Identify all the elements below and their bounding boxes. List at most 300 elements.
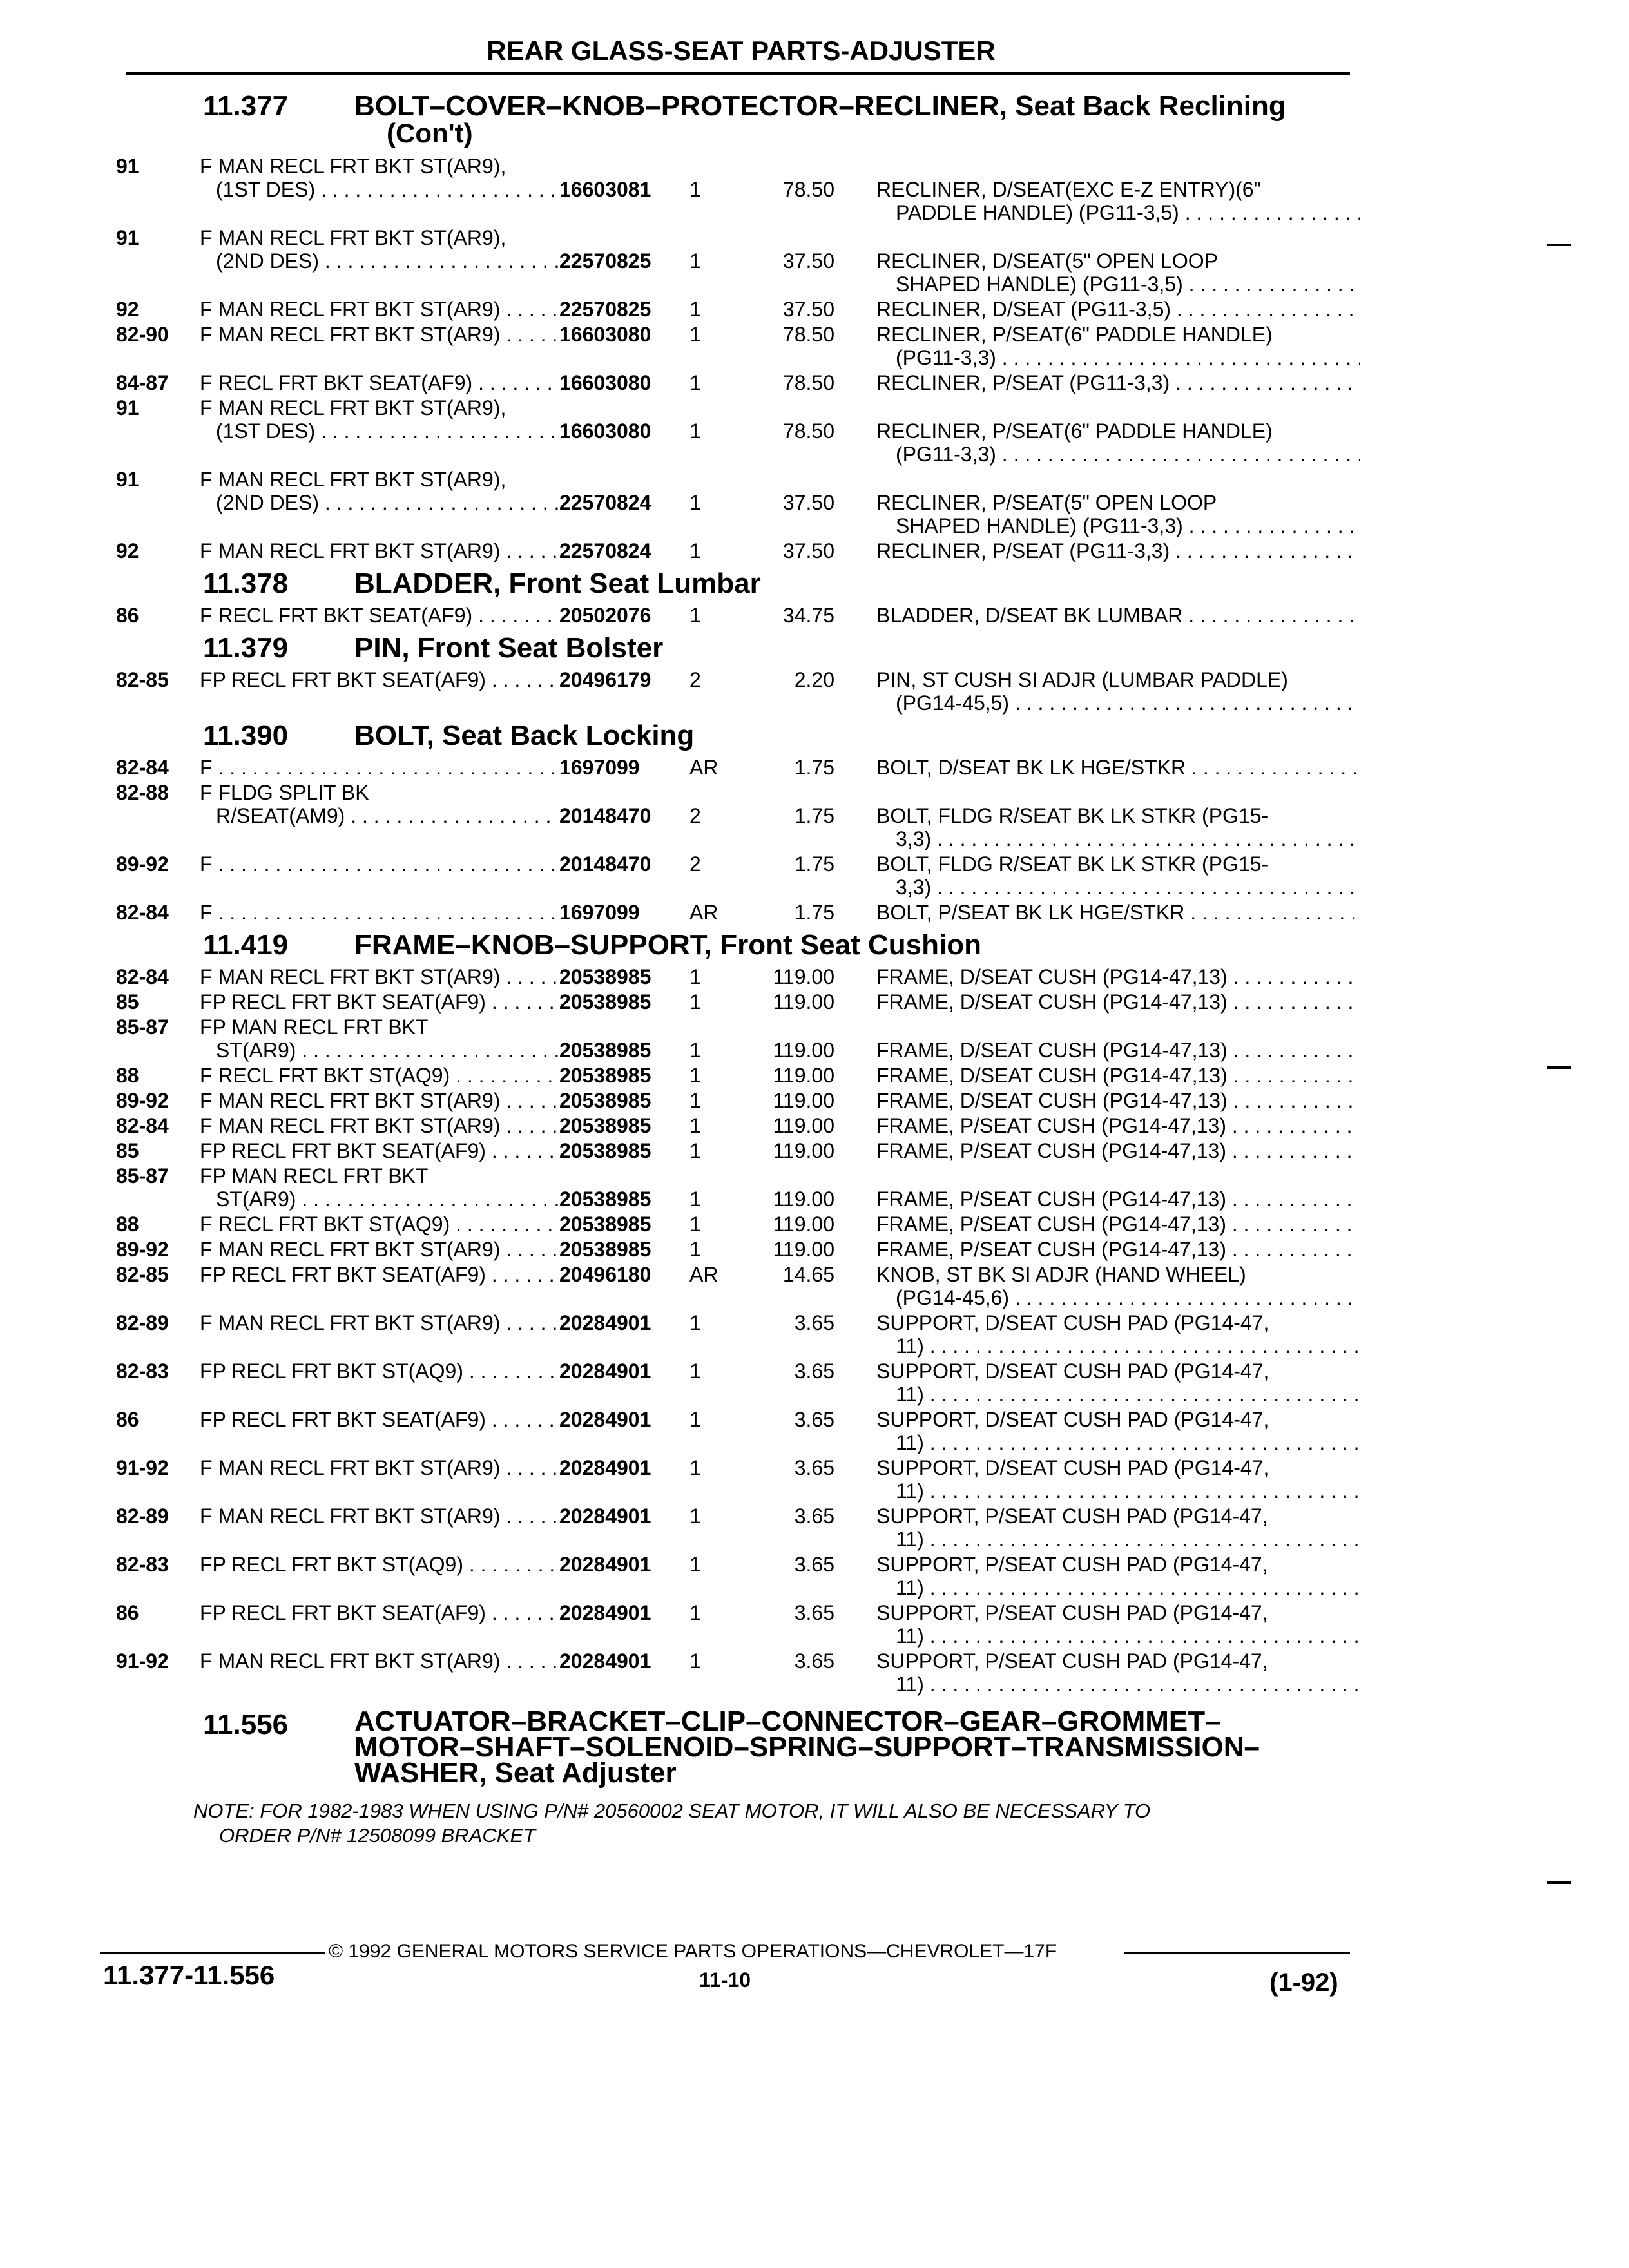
- part-name-text-wrap: [896, 346, 1360, 369]
- header-rule: [126, 72, 1350, 75]
- part-name-text-wrap: [876, 1039, 1360, 1062]
- part-number: 20284901: [559, 1504, 675, 1528]
- part-name-text-wrap: [896, 443, 1360, 466]
- model-years: 85: [116, 990, 139, 1014]
- part-name-line: [876, 1039, 1360, 1062]
- quantity: 1: [689, 1064, 701, 1087]
- part-number: 16603080: [559, 419, 675, 443]
- part-name: [876, 1064, 1360, 1087]
- quantity: 1: [689, 1311, 701, 1334]
- table-row: [116, 756, 1360, 780]
- quantity: 1: [689, 1553, 701, 1576]
- part-name-line: [876, 273, 1360, 296]
- quantity: AR: [689, 756, 718, 779]
- quantity: 1: [689, 1601, 701, 1624]
- part-name-text-wrap: [876, 756, 1360, 779]
- part-name-text-wrap: [896, 691, 1360, 715]
- model-years: 92: [116, 298, 139, 321]
- description-text: F MAN RECL FRT BKT ST(AR9),: [200, 226, 506, 249]
- part-name-line: [876, 1649, 1360, 1673]
- table-row: [116, 1263, 1360, 1311]
- section-header: [116, 90, 1360, 155]
- footer-page-number: 11-10: [699, 1968, 751, 1992]
- quantity: 2: [689, 804, 701, 827]
- description-line: [200, 155, 667, 178]
- model-years: 82-83: [116, 1360, 169, 1383]
- table-row: [116, 1238, 1360, 1262]
- part-name-text-wrap: [876, 901, 1360, 924]
- quantity: 1: [689, 491, 701, 514]
- part-name-line: [876, 178, 1360, 201]
- section-title: PIN, Front Seat Bolster: [354, 632, 664, 664]
- section-number: 11.377: [203, 90, 289, 122]
- part-name-line: [876, 298, 1360, 321]
- model-years: 82-84: [116, 1114, 169, 1137]
- part-name-text: FRAME, D/SEAT CUSH (PG14-47,13): [876, 990, 1228, 1014]
- part-name: [876, 804, 1360, 850]
- part-name-text: SUPPORT, P/SEAT CUSH PAD (PG14-47,: [876, 1649, 1268, 1673]
- part-name-text: SUPPORT, D/SEAT CUSH PAD (PG14-47,: [876, 1360, 1269, 1383]
- part-number: 20538985: [559, 1187, 675, 1211]
- part-name-line: [876, 604, 1360, 627]
- part-name-line: [876, 1673, 1360, 1696]
- part-name-text: 3,3): [896, 827, 932, 850]
- table-row: [116, 1164, 1360, 1212]
- part-number: 16603081: [559, 178, 675, 201]
- quantity: 1: [689, 1213, 701, 1236]
- part-number: 16603080: [559, 323, 675, 346]
- part-name-line: [876, 323, 1360, 346]
- table-row: [116, 1311, 1360, 1359]
- description-text: F MAN RECL FRT BKT ST(AR9): [200, 539, 501, 562]
- part-name-text: SUPPORT, P/SEAT CUSH PAD (PG14-47,: [876, 1601, 1268, 1624]
- description-text: FP RECL FRT BKT ST(AQ9): [200, 1553, 463, 1576]
- part-name: [876, 1311, 1360, 1358]
- part-name-line: [876, 1456, 1360, 1479]
- description-text: F MAN RECL FRT BKT ST(AR9): [200, 298, 501, 321]
- table-row: [116, 990, 1360, 1015]
- description-line: [200, 468, 667, 491]
- quantity: 1: [689, 1649, 701, 1673]
- table-row: [116, 1553, 1360, 1600]
- description-text: FP RECL FRT BKT SEAT(AF9): [200, 1408, 486, 1431]
- price: 3.65: [794, 1408, 834, 1431]
- part-name: [876, 1139, 1360, 1162]
- table-row: [116, 1504, 1360, 1552]
- part-name-text: FRAME, P/SEAT CUSH (PG14-47,13): [876, 1187, 1226, 1211]
- price: 3.65: [794, 1456, 834, 1479]
- description-text: F FLDG SPLIT BK: [200, 781, 369, 804]
- part-name-text: SUPPORT, D/SEAT CUSH PAD (PG14-47,: [876, 1408, 1269, 1431]
- table-row: [116, 1114, 1360, 1139]
- part-name-text: (PG11-3,3): [896, 346, 996, 369]
- part-number: 20538985: [559, 1114, 675, 1137]
- part-name-line: [876, 1286, 1360, 1309]
- quantity: 1: [689, 1360, 701, 1383]
- table-row: [116, 226, 1360, 297]
- table-row: [116, 1064, 1360, 1088]
- model-years: 88: [116, 1213, 139, 1236]
- part-name-text-wrap: [876, 1064, 1360, 1087]
- part-name-text: SUPPORT, D/SEAT CUSH PAD (PG14-47,: [876, 1311, 1269, 1334]
- table-row: [116, 965, 1360, 990]
- part-name-line: [876, 201, 1360, 224]
- description-text: F MAN RECL FRT BKT ST(AR9): [200, 965, 501, 988]
- part-name-line: [876, 1479, 1360, 1503]
- part-name-text: 11): [896, 1624, 924, 1648]
- description-text: FP RECL FRT BKT SEAT(AF9): [200, 1139, 486, 1162]
- part-number: 20538985: [559, 1039, 675, 1062]
- table-row: [116, 1456, 1360, 1504]
- price: 119.00: [773, 965, 834, 988]
- part-name-text-wrap: [896, 1673, 1360, 1696]
- part-name-line: [876, 1187, 1360, 1211]
- description-text: F MAN RECL FRT BKT ST(AR9): [200, 1114, 501, 1137]
- part-name-line: [876, 514, 1360, 537]
- part-name-text: 11): [896, 1673, 924, 1696]
- part-name-line: [876, 1114, 1360, 1137]
- quantity: 1: [689, 1504, 701, 1528]
- part-name-text: BLADDER, D/SEAT BK LUMBAR: [876, 604, 1183, 627]
- model-years: 91: [116, 226, 139, 249]
- quantity: 1: [689, 1238, 701, 1261]
- part-name-text-wrap: [876, 539, 1360, 562]
- price: 3.65: [794, 1311, 834, 1334]
- table-row: [116, 604, 1360, 628]
- price: 37.50: [782, 298, 834, 321]
- part-name-line: [876, 1263, 1360, 1286]
- table-row: [116, 396, 1360, 467]
- quantity: AR: [689, 901, 718, 924]
- description-text: FP RECL FRT BKT ST(AQ9): [200, 1360, 463, 1383]
- table-row: [116, 1649, 1360, 1697]
- table-row: [116, 1360, 1360, 1407]
- part-name-line: [876, 965, 1360, 988]
- model-years: 89-92: [116, 852, 169, 876]
- part-name-text: SUPPORT, P/SEAT CUSH PAD (PG14-47,: [876, 1504, 1268, 1528]
- part-name-text-wrap: [876, 965, 1360, 988]
- part-number: 20538985: [559, 990, 675, 1014]
- part-name-line: [876, 539, 1360, 562]
- part-name-line: [876, 371, 1360, 394]
- description-text: F RECL FRT BKT SEAT(AF9): [200, 371, 473, 394]
- model-years: 82-83: [116, 1553, 169, 1576]
- model-years: 82-84: [116, 756, 169, 779]
- part-name: [876, 1456, 1360, 1503]
- quantity: 1: [689, 1408, 701, 1431]
- part-number: 20284901: [559, 1456, 675, 1479]
- description-text: (1ST DES): [216, 178, 316, 201]
- part-number: 20284901: [559, 1311, 675, 1334]
- price: 119.00: [773, 1187, 834, 1211]
- part-number: 20538985: [559, 1064, 675, 1087]
- table-row: [116, 1139, 1360, 1164]
- quantity: 1: [689, 1187, 701, 1211]
- part-name-text: FRAME, P/SEAT CUSH (PG14-47,13): [876, 1213, 1226, 1236]
- part-name-line: [876, 668, 1360, 691]
- part-name-line: [876, 1360, 1360, 1383]
- part-name-text: 11): [896, 1334, 924, 1358]
- edge-mark: [1547, 1066, 1571, 1069]
- part-name-line: [876, 1431, 1360, 1454]
- part-name-line: [876, 1139, 1360, 1162]
- section-subtitle: (Con't): [387, 118, 473, 148]
- part-name-text: RECLINER, D/SEAT(5" OPEN LOOP: [876, 249, 1218, 273]
- part-name: [876, 1360, 1360, 1406]
- quantity: 1: [689, 323, 701, 346]
- part-name: [876, 1649, 1360, 1696]
- description-text: F MAN RECL FRT BKT ST(AR9): [200, 323, 501, 346]
- part-name-text: (PG14-45,6): [896, 1286, 1010, 1309]
- price: 78.50: [782, 178, 834, 201]
- part-name-line: [876, 852, 1360, 876]
- part-name-text-wrap: [896, 876, 1360, 899]
- description-text: F RECL FRT BKT ST(AQ9): [200, 1213, 450, 1236]
- part-name-text-wrap: [896, 1383, 1360, 1406]
- description-text: ST(AR9): [216, 1039, 296, 1062]
- price: 119.00: [773, 1064, 834, 1087]
- part-name-line: [876, 876, 1360, 899]
- part-name-text-wrap: [876, 604, 1360, 627]
- description-line: [200, 226, 667, 249]
- description-text: (1ST DES): [216, 419, 316, 443]
- part-name-text-wrap: [876, 1139, 1360, 1162]
- part-name-text-wrap: [876, 990, 1360, 1014]
- part-number: 20538985: [559, 965, 675, 988]
- part-name-line: [876, 990, 1360, 1014]
- model-years: 86: [116, 1408, 139, 1431]
- part-name-line: [876, 1383, 1360, 1406]
- part-name: [876, 1114, 1360, 1137]
- table-row: [116, 468, 1360, 539]
- part-name-text: RECLINER, P/SEAT(6" PADDLE HANDLE): [876, 419, 1273, 443]
- part-name-text: SHAPED HANDLE) (PG11-3,5): [896, 273, 1183, 296]
- part-name-text-wrap: [876, 298, 1360, 321]
- part-number: 16603080: [559, 371, 675, 394]
- quantity: 1: [689, 604, 701, 627]
- section-note: [193, 1799, 1353, 1848]
- part-name-line: [876, 1528, 1360, 1551]
- quantity: AR: [689, 1263, 718, 1286]
- footer-date: (1-92): [1269, 1968, 1338, 1997]
- price: 37.50: [782, 539, 834, 562]
- part-name-text: SUPPORT, P/SEAT CUSH PAD (PG14-47,: [876, 1553, 1268, 1576]
- part-name-line: [876, 691, 1360, 715]
- part-name-text: 11): [896, 1383, 924, 1406]
- price: 78.50: [782, 419, 834, 443]
- table-row: [116, 781, 1360, 852]
- part-name-text: FRAME, P/SEAT CUSH (PG14-47,13): [876, 1114, 1226, 1137]
- price: 37.50: [782, 491, 834, 514]
- part-name-text: FRAME, P/SEAT CUSH (PG14-47,13): [876, 1238, 1226, 1261]
- description-text: F MAN RECL FRT BKT ST(AR9): [200, 1456, 501, 1479]
- part-name: [876, 1553, 1360, 1599]
- part-name-text: RECLINER, D/SEAT (PG11-3,5): [876, 298, 1171, 321]
- part-number: 20538985: [559, 1238, 675, 1261]
- section-number: 11.556: [203, 1709, 289, 1740]
- note-line: ORDER P/N# 12508099 BRACKET: [219, 1824, 536, 1847]
- footer-copyright: © 1992 GENERAL MOTORS SERVICE PARTS OPERATIONS—CHEVROLET—17F: [329, 1941, 1057, 1962]
- part-name-line: [876, 901, 1360, 924]
- quantity: 1: [689, 539, 701, 562]
- description-text: (2ND DES): [216, 249, 320, 273]
- model-years: 82-88: [116, 781, 169, 804]
- part-name: [876, 539, 1360, 562]
- model-years: 89-92: [116, 1089, 169, 1112]
- part-name: [876, 1238, 1360, 1261]
- quantity: 1: [689, 1089, 701, 1112]
- part-name-text: BOLT, FLDG R/SEAT BK LK STKR (PG15-: [876, 852, 1269, 876]
- price: 119.00: [773, 1213, 834, 1236]
- part-name-text: SHAPED HANDLE) (PG11-3,3): [896, 514, 1183, 537]
- part-number: 20284901: [559, 1601, 675, 1624]
- model-years: 82-85: [116, 668, 169, 691]
- part-name: [876, 852, 1360, 899]
- quantity: 2: [689, 668, 701, 691]
- part-name: [876, 1213, 1360, 1236]
- description-text: F MAN RECL FRT BKT ST(AR9): [200, 1089, 501, 1112]
- part-name-line: [876, 491, 1360, 514]
- part-name-line: [876, 1553, 1360, 1576]
- part-name-text: 3,3): [896, 876, 932, 899]
- part-name: [876, 901, 1360, 924]
- part-name: [876, 604, 1360, 627]
- model-years: 82-84: [116, 901, 169, 924]
- table-row: [116, 371, 1360, 396]
- price: 1.75: [794, 804, 834, 827]
- part-number: 20148470: [559, 852, 675, 876]
- part-name: [876, 1408, 1360, 1454]
- price: 3.65: [794, 1601, 834, 1624]
- table-row: [116, 1089, 1360, 1113]
- part-name: [876, 371, 1360, 394]
- part-name-text: FRAME, D/SEAT CUSH (PG14-47,13): [876, 965, 1228, 988]
- part-name-text-wrap: [876, 1213, 1360, 1236]
- part-name-line: [876, 1576, 1360, 1599]
- model-years: 86: [116, 604, 139, 627]
- part-name-text-wrap: [876, 1114, 1360, 1137]
- part-name-line: [876, 804, 1360, 827]
- parts-catalog-content: [116, 90, 1360, 1848]
- part-name-line: [876, 249, 1360, 273]
- part-name-text-wrap: [876, 1187, 1360, 1211]
- description-text: F: [200, 901, 213, 924]
- section-header: [116, 1706, 1360, 1792]
- part-name-text: 11): [896, 1528, 924, 1551]
- quantity: 1: [689, 298, 701, 321]
- price: 1.75: [794, 901, 834, 924]
- price: 78.50: [782, 323, 834, 346]
- part-number: 20538985: [559, 1089, 675, 1112]
- section-title: ACTUATOR–BRACKET–CLIP–CONNECTOR–GEAR–GROMMET–MOTOR–SHAFT–SOLENOID–SPRING–SUPPORT–TRANSMISSION–WASHER, Seat Adjuster: [354, 1706, 1260, 1789]
- part-name: [876, 965, 1360, 988]
- part-number: 22570824: [559, 491, 675, 514]
- part-name-text: 11): [896, 1576, 924, 1599]
- price: 3.65: [794, 1504, 834, 1528]
- part-name: [876, 1089, 1360, 1112]
- price: 119.00: [773, 1039, 834, 1062]
- part-name-text: BOLT, P/SEAT BK LK HGE/STKR: [876, 901, 1185, 924]
- part-number: 22570825: [559, 298, 675, 321]
- edge-mark: [1547, 244, 1571, 246]
- part-number: 20538985: [559, 1139, 675, 1162]
- description-text: F MAN RECL FRT BKT ST(AR9),: [200, 155, 506, 178]
- quantity: 1: [689, 1139, 701, 1162]
- part-number: 20496180: [559, 1263, 675, 1286]
- part-number: 1697099: [559, 756, 675, 779]
- section-header: [116, 568, 1360, 604]
- price: 78.50: [782, 371, 834, 394]
- part-name-line: [876, 1408, 1360, 1431]
- part-name-text-wrap: [876, 1238, 1360, 1261]
- part-number: 20538985: [559, 1213, 675, 1236]
- part-name-text-wrap: [896, 514, 1360, 537]
- note-line: NOTE: FOR 1982-1983 WHEN USING P/N# 20560002 SEAT MOTOR, IT WILL ALSO BE NECESSARY TO: [193, 1800, 1151, 1822]
- section-title: BOLT–COVER–KNOB–PROTECTOR–RECLINER, Seat Back Reclining: [354, 90, 1286, 122]
- part-name-text: SUPPORT, D/SEAT CUSH PAD (PG14-47,: [876, 1456, 1269, 1479]
- part-name-text: PADDLE HANDLE) (PG11-3,5): [896, 201, 1179, 224]
- part-name-text-wrap: [876, 371, 1360, 394]
- part-name: [876, 249, 1360, 296]
- section-number: 11.379: [203, 632, 289, 664]
- section-number: 11.419: [203, 929, 289, 961]
- price: 14.65: [782, 1263, 834, 1286]
- quantity: 1: [689, 1114, 701, 1137]
- model-years: 91: [116, 155, 139, 178]
- model-years: 88: [116, 1064, 139, 1087]
- quantity: 1: [689, 371, 701, 394]
- model-years: 92: [116, 539, 139, 562]
- part-name-text: RECLINER, P/SEAT(6" PADDLE HANDLE): [876, 323, 1273, 346]
- description-line: [200, 1015, 667, 1039]
- quantity: 1: [689, 249, 701, 273]
- section-header: [116, 720, 1360, 756]
- section-header: [116, 632, 1360, 668]
- part-name-line: [876, 1064, 1360, 1087]
- model-years: 85-87: [116, 1164, 169, 1187]
- description-line: [200, 396, 667, 419]
- part-name-text: KNOB, ST BK SI ADJR (HAND WHEEL): [876, 1263, 1246, 1286]
- part-name-text-wrap: [896, 1334, 1360, 1358]
- part-number: 1697099: [559, 901, 675, 924]
- part-number: 20148470: [559, 804, 675, 827]
- description-text: FP MAN RECL FRT BKT: [200, 1015, 429, 1039]
- description-text: F MAN RECL FRT BKT ST(AR9): [200, 1649, 501, 1673]
- price: 3.65: [794, 1553, 834, 1576]
- part-name-text: BOLT, D/SEAT BK LK HGE/STKR: [876, 756, 1186, 779]
- part-name-line: [876, 443, 1360, 466]
- price: 3.65: [794, 1360, 834, 1383]
- part-number: 22570824: [559, 539, 675, 562]
- part-name-line: [876, 1504, 1360, 1528]
- part-name-line: [876, 827, 1360, 850]
- part-name-line: [876, 1089, 1360, 1112]
- price: 119.00: [773, 1139, 834, 1162]
- price: 1.75: [794, 852, 834, 876]
- part-name-text: RECLINER, D/SEAT(EXC E-Z ENTRY)(6": [876, 178, 1261, 201]
- model-years: 91-92: [116, 1649, 169, 1673]
- model-years: 84-87: [116, 371, 169, 394]
- page-title: REAR GLASS-SEAT PARTS-ADJUSTER: [487, 35, 996, 66]
- part-name-text-wrap: [896, 1528, 1360, 1551]
- part-name-text-wrap: [896, 1576, 1360, 1599]
- description-text: F MAN RECL FRT BKT ST(AR9),: [200, 396, 506, 419]
- part-name-line: [876, 419, 1360, 443]
- model-years: 91: [116, 468, 139, 491]
- part-name-line: [876, 1311, 1360, 1334]
- part-name-text: BOLT, FLDG R/SEAT BK LK STKR (PG15-: [876, 804, 1269, 827]
- part-number: 22570825: [559, 249, 675, 273]
